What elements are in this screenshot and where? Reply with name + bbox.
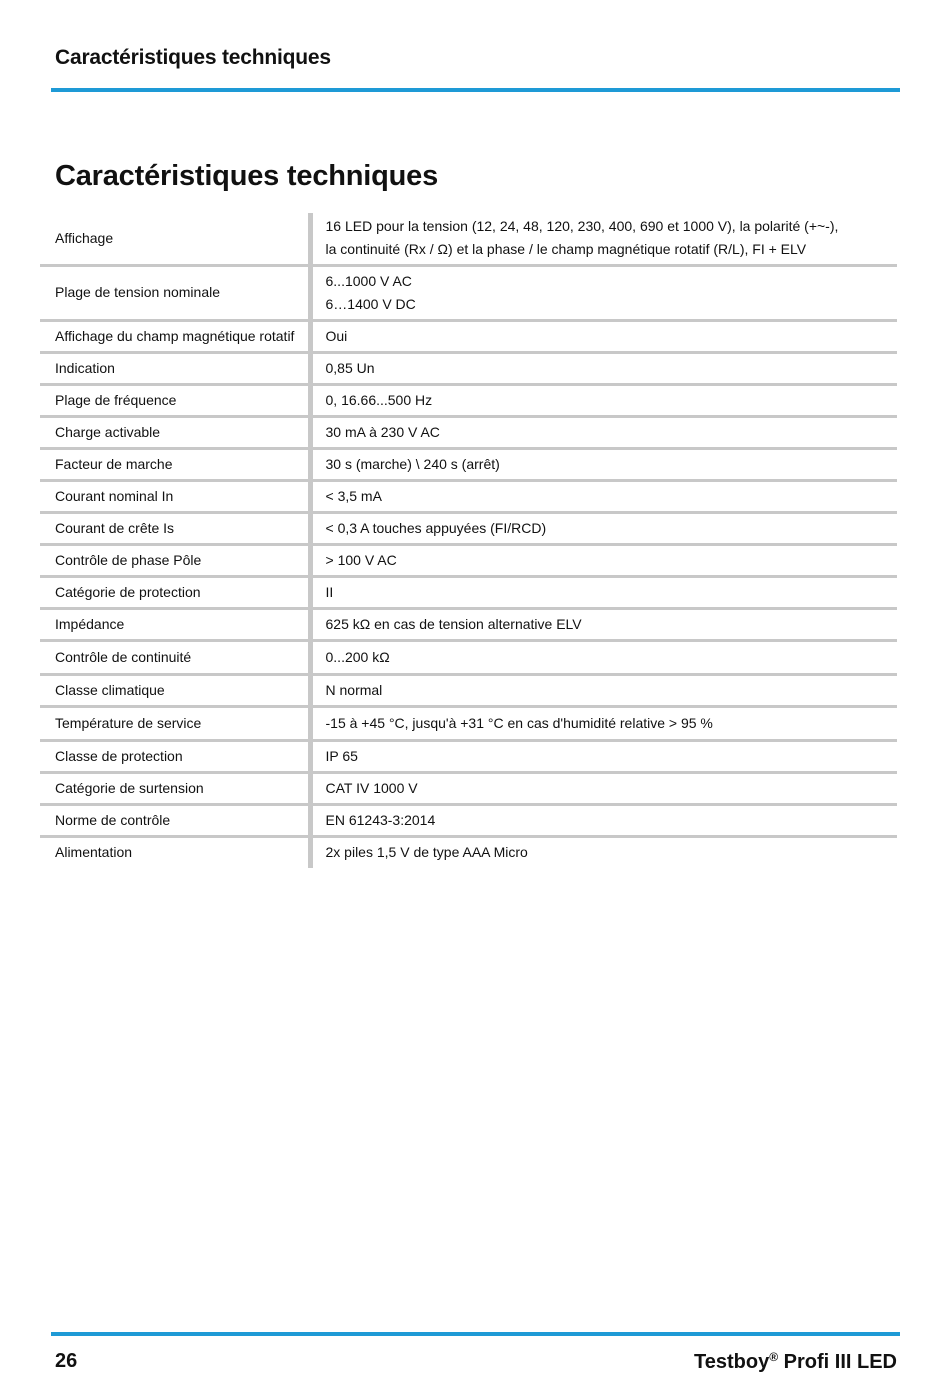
- spec-value-line: CAT IV 1000 V: [325, 779, 418, 796]
- spec-row: [40, 213, 897, 265]
- spec-value: [310, 416, 897, 448]
- spec-value-line: > 100 V AC: [325, 551, 397, 568]
- footer-divider: [51, 1332, 900, 1336]
- spec-value: [310, 740, 897, 772]
- spec-value-line: II: [325, 583, 334, 600]
- spec-label: Charge activable: [40, 416, 310, 448]
- spec-label: Facteur de marche: [40, 448, 310, 480]
- spec-row: [40, 640, 897, 674]
- page-number: 26: [55, 1350, 78, 1372]
- spec-label: Contrôle de phase Pôle: [40, 544, 310, 576]
- spec-value: [310, 320, 897, 352]
- spec-row: [40, 544, 897, 576]
- spec-label: Classe de protection: [40, 740, 310, 772]
- spec-row: [40, 512, 897, 544]
- spec-value-line: 16 LED pour la tension (12, 24, 48, 120, 230, 400, 690 et 1000 V), la polarité (+~-),: [325, 218, 839, 235]
- spec-value-line: < 0,3 A touches appuyées (FI/RCD): [325, 519, 547, 536]
- spec-label: Norme de contrôle: [40, 804, 310, 836]
- spec-value-line: N normal: [325, 681, 383, 698]
- spec-value: [310, 706, 897, 740]
- spec-value: [310, 384, 897, 416]
- spec-table: [40, 213, 897, 868]
- spec-row: [40, 265, 897, 320]
- spec-label: Contrôle de continuité: [40, 640, 310, 674]
- spec-value: [310, 480, 897, 512]
- spec-value-line: 625 kΩ en cas de tension alternative ELV: [325, 615, 582, 632]
- brand-name: Testboy: [694, 1351, 770, 1373]
- spec-label: Catégorie de surtension: [40, 772, 310, 804]
- spec-label: Température de service: [40, 706, 310, 740]
- spec-row: [40, 706, 897, 740]
- spec-label: Catégorie de protection: [40, 576, 310, 608]
- spec-value-line: 0...200 kΩ: [325, 648, 390, 665]
- spec-row: [40, 772, 897, 804]
- page-title: Caractéristiques techniques: [55, 160, 439, 192]
- spec-value: [310, 213, 897, 265]
- spec-value: [310, 836, 897, 868]
- spec-row: [40, 804, 897, 836]
- spec-row: [40, 740, 897, 772]
- spec-label: Courant nominal In: [40, 480, 310, 512]
- spec-label: Impédance: [40, 608, 310, 640]
- spec-value: [310, 544, 897, 576]
- spec-row: [40, 384, 897, 416]
- spec-value: [310, 772, 897, 804]
- spec-row: [40, 448, 897, 480]
- spec-value-line: 0, 16.66...500 Hz: [325, 391, 433, 408]
- spec-value: [310, 352, 897, 384]
- spec-label: Alimentation: [40, 836, 310, 868]
- spec-label: Plage de tension nominale: [40, 265, 310, 320]
- spec-value-line: 30 mA à 230 V AC: [325, 423, 440, 440]
- spec-row: [40, 674, 897, 706]
- registered-mark: ®: [769, 1350, 779, 1364]
- spec-value: [310, 265, 897, 320]
- spec-value: [310, 640, 897, 674]
- spec-value-line: -15 à +45 °C, jusqu'à +31 °C en cas d'humidité relative > 95 %: [325, 714, 713, 731]
- spec-row: [40, 352, 897, 384]
- spec-value-line: 2x piles 1,5 V de type AAA Micro: [325, 844, 528, 861]
- product-model: Profi III LED: [783, 1351, 897, 1373]
- spec-value-line: IP 65: [325, 747, 358, 764]
- spec-value-line: 30 s (marche) \ 240 s (arrêt): [325, 455, 500, 472]
- header-divider: [51, 88, 900, 92]
- spec-row: [40, 836, 897, 868]
- spec-label: Plage de fréquence: [40, 384, 310, 416]
- spec-value-line: la continuité (Rx / Ω) et la phase / le champ magnétique rotatif (R/L), FI + ELV: [325, 241, 807, 258]
- spec-value-line: EN 61243-3:2014: [325, 811, 436, 828]
- spec-value: [310, 608, 897, 640]
- spec-label: Indication: [40, 352, 310, 384]
- spec-label: Classe climatique: [40, 674, 310, 706]
- spec-row: [40, 416, 897, 448]
- spec-row: [40, 576, 897, 608]
- spec-value-line: 6...1000 V AC: [325, 272, 412, 289]
- spec-value-line: 0,85 Un: [325, 359, 375, 376]
- spec-value-line: 6…1400 V DC: [325, 295, 416, 312]
- running-header-title: Caractéristiques techniques: [55, 46, 331, 69]
- spec-value: [310, 674, 897, 706]
- spec-label: Courant de crête Is: [40, 512, 310, 544]
- spec-row: [40, 608, 897, 640]
- spec-row: [40, 320, 897, 352]
- spec-value: [310, 448, 897, 480]
- spec-table-body: [40, 213, 897, 868]
- spec-value-line: < 3,5 mA: [325, 487, 382, 504]
- spec-label: Affichage: [40, 213, 310, 265]
- spec-value: [310, 804, 897, 836]
- product-name: [694, 1350, 897, 1374]
- spec-value-line: Oui: [325, 327, 348, 344]
- spec-value: [310, 576, 897, 608]
- spec-row: [40, 480, 897, 512]
- spec-label: Affichage du champ magnétique rotatif: [40, 320, 310, 352]
- spec-value: [310, 512, 897, 544]
